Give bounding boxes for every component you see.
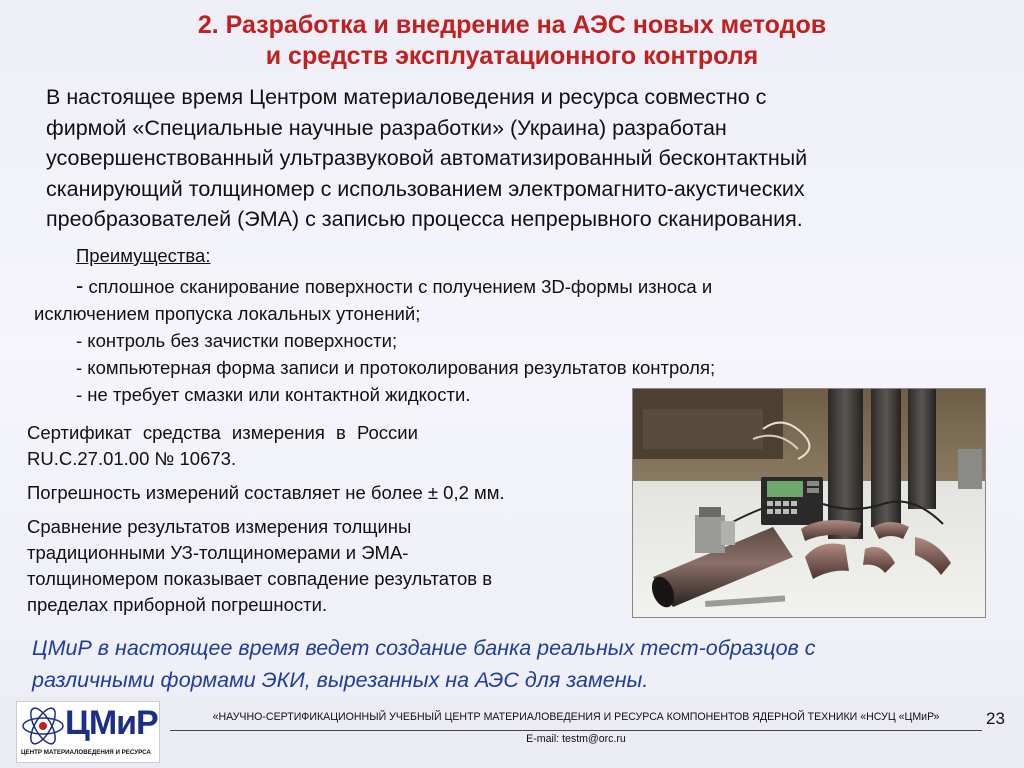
footer-divider [170,730,982,731]
cmir-note [32,632,1012,696]
advantage-item [34,272,894,300]
advantage-dash: - [76,273,84,298]
details-column [27,420,627,618]
comparison-line: толщиномером показывает совпадение результатов в [27,568,493,589]
certificate-number: RU.C.27.01.00 № 10673. [27,448,237,469]
logo-caption: ЦЕНТР МАТЕРИАЛОВЕДЕНИЯ И РЕСУРСА [21,749,151,756]
slide-title [0,10,1024,72]
title-line-2: и средств эксплуатационного контроля [265,42,759,70]
page-number: 23 [986,709,1005,728]
cmir-note-line: различными формами ЭКИ, вырезанных на АЭС для замены. [32,668,649,692]
footer-organization: «НАУЧНО-СЕРТИФИКАЦИОННЫЙ УЧЕБНЫЙ ЦЕНТР МАТЕРИАЛОВЕДЕНИЯ И РЕСУРСА КОМПОНЕНТОВ ЯДЕРНОЙ ТЕХНИКИ «НСУЦ «ЦМиР» [212,711,940,723]
advantage-item: - контроль без зачистки поверхности; [76,330,398,351]
title-line-1: 2. Разработка и внедрение на АЭС новых методов [197,11,827,39]
atom-icon [19,704,67,750]
equipment-photo-illustration [633,389,985,617]
slide-footer [0,697,1024,768]
accuracy-text: Погрешность измерений составляет не более ± 0,2 мм. [27,482,505,503]
intro-paragraph [46,82,986,235]
intro-line: преобразователей (ЭМА) с записью процесса непрерывного сканирования. [46,207,803,231]
comparison-line: Сравнение результатов измерения толщины [27,516,412,537]
cmir-note-line: ЦМиР в настоящее время ведет создание банка реальных тест-образцов с [32,636,816,660]
advantage-item: - компьютерная форма записи и протоколирования результатов контроля; [76,357,716,378]
intro-line: усовершенствованный ультразвуковой автоматизированный бесконтактный [46,146,808,170]
comparison-line: пределах приборной погрешности. [27,594,328,615]
advantages-heading: Преимущества: [76,245,211,266]
advantage-item-continuation: исключением пропуска локальных утонений; [34,303,421,324]
certificate-line: Сертификат средства измерения в России [27,422,418,443]
intro-line: В настоящее время Центром материаловедения и ресурса совместно с [46,85,767,109]
advantage-item: - не требует смазки или контактной жидкости. [76,384,471,405]
logo-wordmark: ЦМиР [65,704,158,742]
cmir-logo [16,701,160,763]
equipment-photo [632,388,986,618]
comparison-line: традиционными УЗ-толщиномерами и ЭМА- [27,542,409,563]
intro-line: фирмой «Специальные научные разработки» (Украина) разработан [46,115,727,140]
footer-email: E-mail: testm@orc.ru [526,733,626,745]
intro-line: сканирующий толщиномер с использованием электромагнито-акустических [46,176,805,201]
advantage-text: сплошное сканирование поверхности с получением 3D-формы износа и [83,276,713,297]
